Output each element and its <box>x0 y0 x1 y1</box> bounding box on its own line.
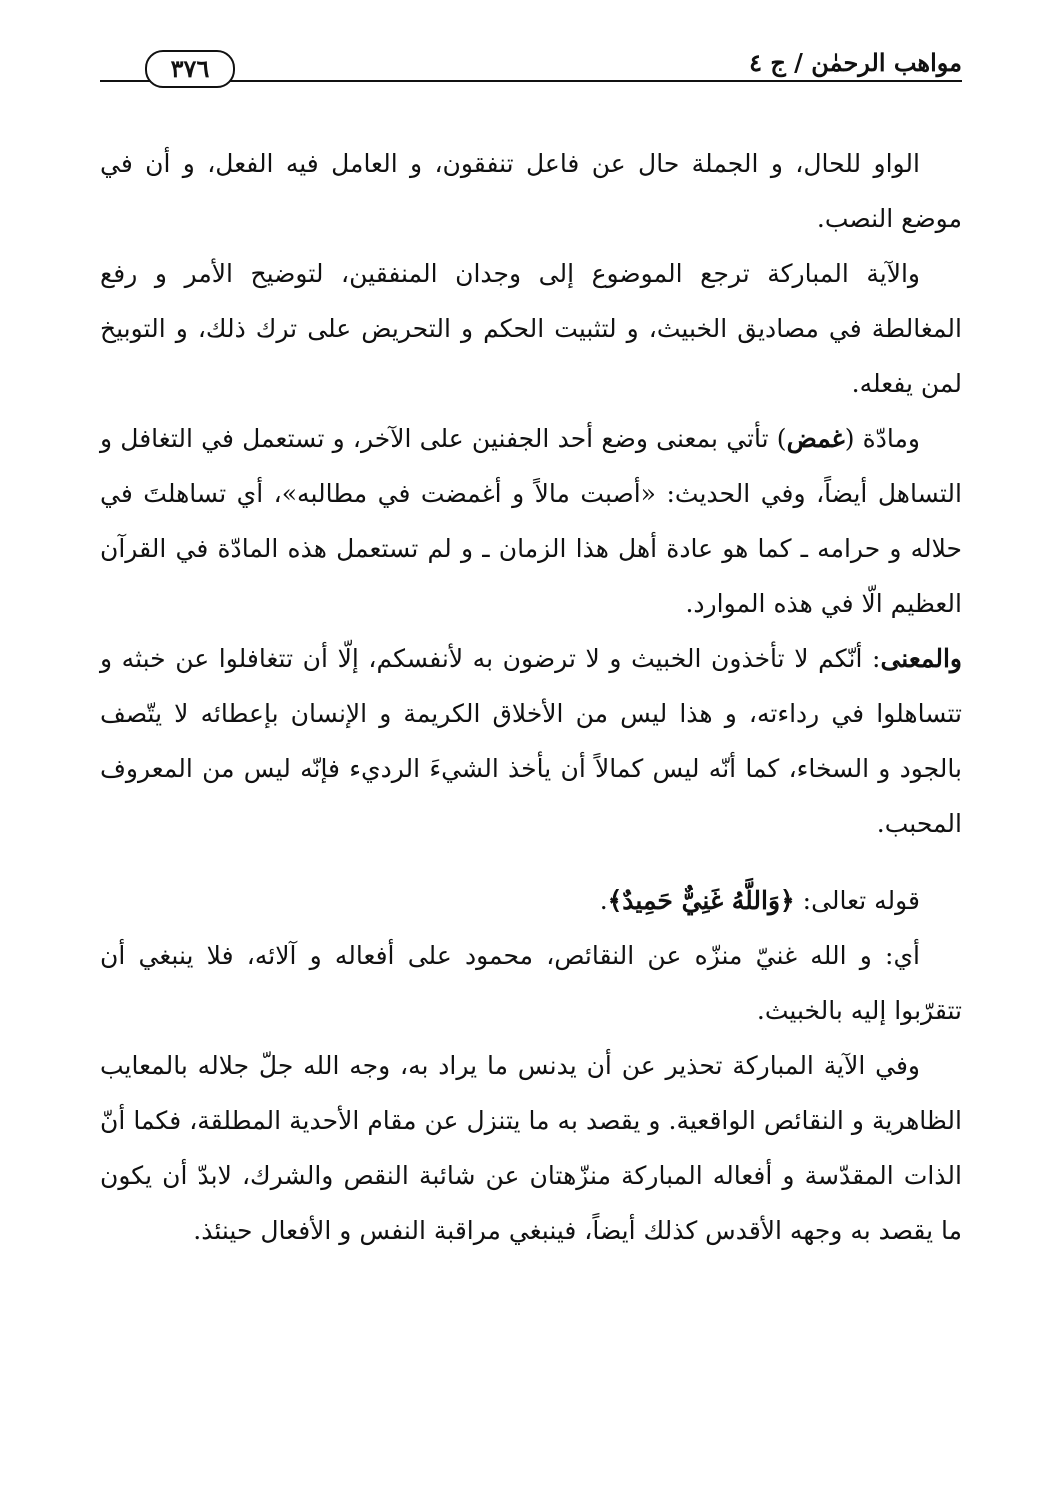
paragraph-2: والآية المباركة ترجع الموضوع إلى وجدان المنفقين، لتوضيح الأمر و رفع المغالطة في مصاديق الخبيث، و لتثبيت الحكم و التحريض على ترك ذلك، و التوبيخ لمن يفعله. <box>100 259 962 398</box>
page-body <box>100 136 962 1258</box>
verse-line <box>100 873 962 928</box>
paragraph-4 <box>100 631 962 851</box>
verse-intro: قوله تعالى: <box>794 886 920 915</box>
page-header <box>100 44 962 94</box>
term-ghamd: غمض <box>786 424 845 453</box>
paragraph-1: الواو للحال، و الجملة حال عن فاعل تنفقون، و العامل فيه الفعل، و أن في موضع النصب. <box>100 149 962 233</box>
page-number: ٣٧٦ <box>145 50 235 88</box>
paragraph-6: أي: و الله غنيّ منزّه عن النقائص، محمود على أفعاله و آلائه، فلا ينبغي أن تتقرّبوا إليه بالخبيث. <box>100 941 962 1025</box>
verse-end: . <box>599 886 608 915</box>
verse-quote: ﴿وَاللَّهُ غَنِيٌّ حَمِيدٌ﴾ <box>607 886 795 915</box>
meaning-label: والمعنى <box>880 644 962 673</box>
paragraph-3 <box>100 411 962 631</box>
paragraph-3-lead: ومادّة ( <box>844 424 920 453</box>
paragraph-3-body: ) تأتي بمعنى وضع أحد الجفنين على الآخر، و تستعمل في التغافل و التساهل أيضاً، وفي الحديث: «أصبت مالاً و أغمضت في مطالبه»، أي تساهلتَ في حلاله و حرامه ـ كما هو عادة أهل هذا الزمان ـ و لم تستعمل هذه المادّة في القرآن العظيم الّا في هذه الموارد. <box>100 424 962 618</box>
running-title: مواهب الرحمٰن / ج ٤ <box>749 48 962 77</box>
paragraph-4-body: : أنّكم لا تأخذون الخبيث و لا ترضون به لأنفسكم، إلّا أن تتغافلوا عن خبثه و تتساهلوا في رداءته، و هذا ليس من الأخلاق الكريمة و الإنسان بإعطائه لا يتّصف بالجود و السخاء، كما أنّه ليس كمالاً أن يأخذ الشيءَ الرديء فإنّه ليس من المعروف المحبب. <box>100 644 962 838</box>
paragraph-7: وفي الآية المباركة تحذير عن أن يدنس ما يراد به، وجه الله جلّ جلاله بالمعايب الظاهرية و النقائص الواقعية. و يقصد به ما يتنزل عن مقام الأحدية المطلقة، فكما أنّ الذات المقدّسة و أفعاله المباركة منزّهتان عن شائبة النقص والشرك، لابدّ أن يكون ما يقصد به وجهه الأقدس كذلك أيضاً، فينبغي مراقبة النفس و الأفعال حينئذ. <box>100 1051 962 1245</box>
